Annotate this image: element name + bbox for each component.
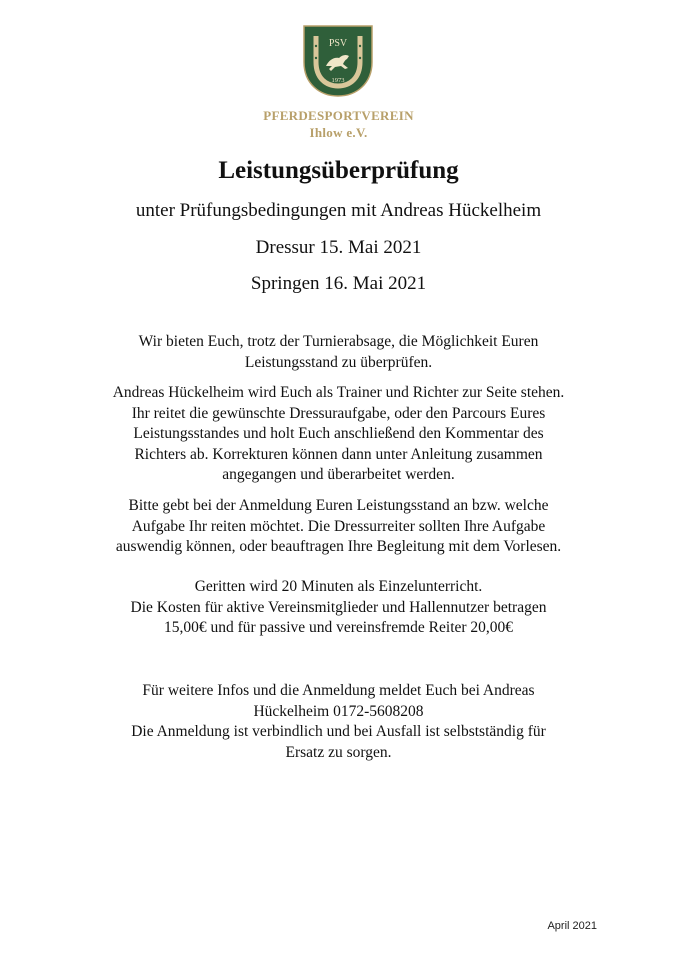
crest-year: 1973 [331,77,345,84]
text-line: angegangen und überarbeitet werden. [222,466,455,483]
page-title: Leistungsüberprüfung [218,157,459,184]
text-line: auswendig können, oder beauftragen Ihre Begleitung mit dem Vorlesen. [115,538,562,555]
text-line: Bitte gebt bei der Anmeldung Euren Leistungsstand an bzw. welche [128,497,549,514]
text-line: Leistungsstandes und holt Euch anschließend den Kommentar des [133,425,544,442]
horseshoe-crest-icon [298,22,378,98]
text-line: Aufgabe Ihr reiten möchtet. Die Dressurreiter sollten Ihre Aufgabe [131,517,546,535]
horseshoe-nail [315,45,317,47]
text-line: Ersatz zu sorgen. [285,743,392,761]
text-line: 15,00€ und für passive und vereinsfremde Reiter 20,00€ [163,619,514,636]
text-line: Wir bieten Euch, trotz der Turnierabsage, die Möglichkeit Euren [138,333,539,350]
text-line: Richters ab. Korrekturen können dann unter Anleitung zusammen [134,445,543,463]
page-subtitle: unter Prüfungsbedingungen mit Andreas Hückelheim [135,200,542,221]
text-line: Die Kosten für aktive Vereinsmitglieder und Hallennutzer betragen [130,598,547,616]
text-line: Hückelheim 0172-5608208 [253,702,424,720]
paragraph-trainer [60,383,617,486]
paragraph-contact [60,681,617,763]
paragraph-registration-info [60,496,617,558]
paragraph-costs [60,577,617,639]
club-logo [298,22,378,98]
crest-abbreviation: PSV [328,38,348,49]
horseshoe-nail [359,57,361,59]
horseshoe-nail [359,45,361,47]
text-line: Für weitere Infos und die Anmeldung meldet Euch bei Andreas [142,682,535,699]
dressur-date: Dressur 15. Mai 2021 [255,237,422,258]
text-line: Andreas Hückelheim wird Euch als Trainer und Richter zur Seite stehen. [112,384,565,401]
text-line: Die Anmeldung ist verbindlich und bei Ausfall ist selbstständig für [131,723,546,740]
footer-date: April 2021 [547,920,597,932]
springen-date: Springen 16. Mai 2021 [250,273,427,294]
club-name-line1: PFERDESPORTVEREIN [263,108,414,123]
horseshoe-nail [315,57,317,59]
text-line: Ihr reitet die gewünschte Dressuraufgabe, oder den Parcours Eures [131,404,546,422]
text-line: Leistungsstand zu überprüfen. [244,353,433,371]
text-line: Geritten wird 20 Minuten als Einzelunterricht. [194,578,483,595]
paragraph-intro [60,332,617,373]
club-name-line2: Ihlow e.V. [309,125,368,140]
